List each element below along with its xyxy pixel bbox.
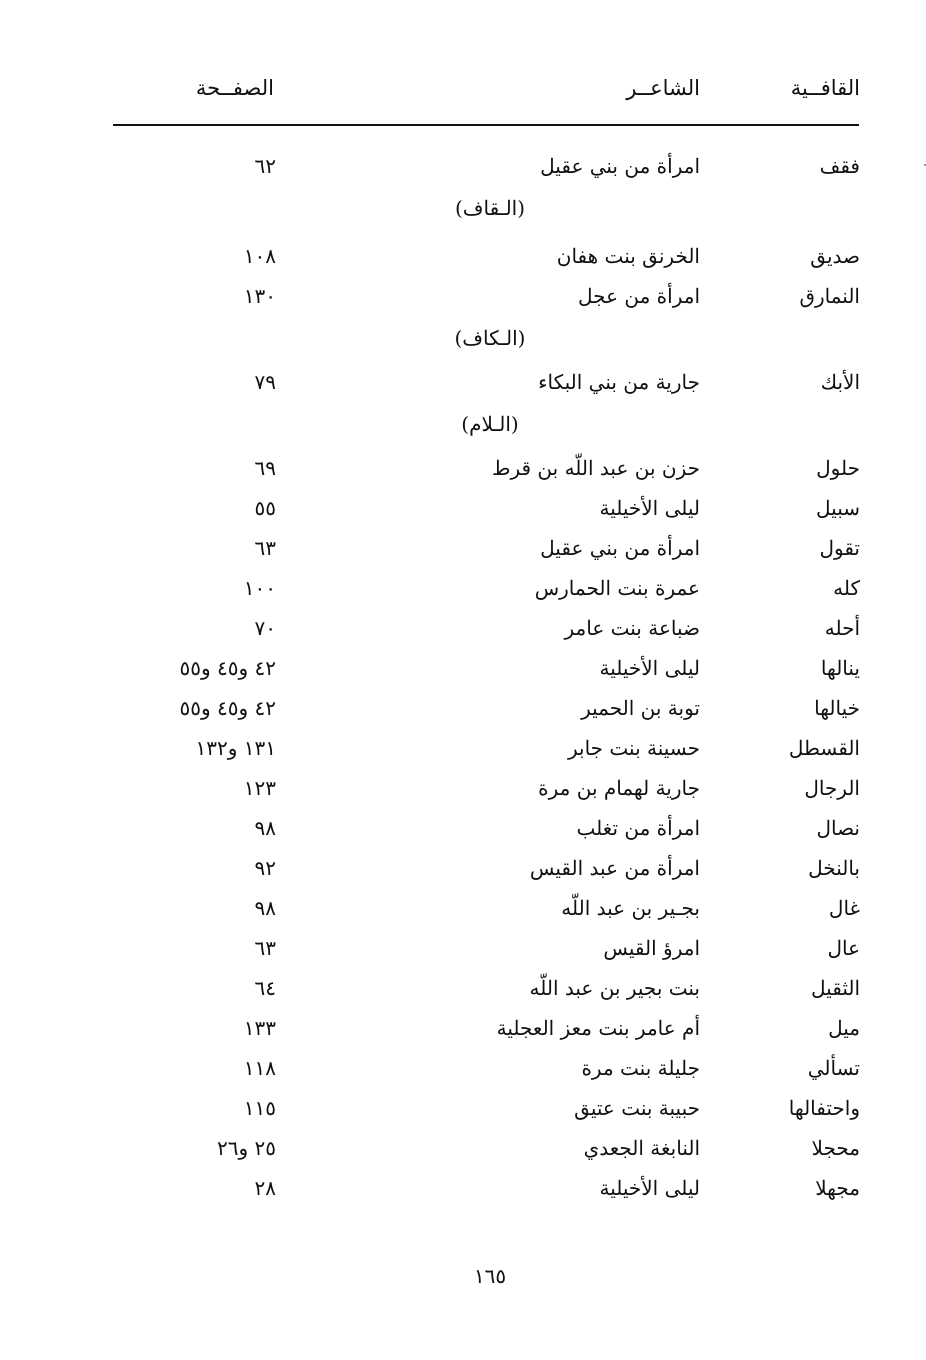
- page-cell: ٩٨: [254, 896, 276, 920]
- page-cell: ٧٠: [254, 616, 276, 640]
- rhyme-cell: النمارق: [799, 284, 860, 308]
- page-cell: ٦٩: [254, 456, 276, 480]
- index-table: [0, 150, 926, 1212]
- poet-cell: امرأة من عبد القيس: [529, 856, 700, 880]
- table-row: [0, 692, 926, 732]
- poet-cell: امرؤ القيس: [603, 936, 700, 960]
- header-page: الصفــحة: [195, 76, 274, 100]
- rhyme-cell: الأبك: [820, 370, 860, 394]
- table-row: [0, 1012, 926, 1052]
- page-cell: ٦٣: [254, 936, 276, 960]
- table-row: [0, 892, 926, 932]
- poet-cell: عمرة بنت الحمارس: [534, 576, 700, 600]
- table-row: [0, 280, 926, 320]
- page-cell: ١٣٠: [243, 284, 276, 308]
- rhyme-cell: فقف: [819, 154, 860, 178]
- table-row: [0, 150, 926, 190]
- table-row: [0, 852, 926, 892]
- table-row: [0, 772, 926, 812]
- rhyme-cell: تسألي: [807, 1056, 860, 1080]
- table-row: [0, 1092, 926, 1132]
- table-row: [0, 366, 926, 406]
- page-cell: ٩٨: [254, 816, 276, 840]
- table-row: [0, 652, 926, 692]
- page-cell: ٢٨: [254, 1176, 276, 1200]
- poet-cell: جارية من بني البكاء: [538, 370, 700, 394]
- rhyme-cell: القسطل: [788, 736, 860, 760]
- header-poet: الشاعــر: [626, 76, 700, 100]
- page-cell: ٢٥ و٢٦: [217, 1136, 276, 1160]
- page-cell: ٩٢: [254, 856, 276, 880]
- section-heading-row: [0, 406, 926, 452]
- poet-cell: امرأة من بني عقيل: [540, 536, 700, 560]
- rhyme-cell: ميل: [828, 1016, 860, 1040]
- rhyme-cell: سبيل: [816, 496, 860, 520]
- table-row: [0, 972, 926, 1012]
- page-cell: ١١٨: [243, 1056, 276, 1080]
- table-row: [0, 812, 926, 852]
- page-cell: ٤٢ و٤٥ و٥٥: [179, 696, 276, 720]
- poet-cell: حزن بن عبد اللّه بن قرط: [491, 456, 700, 480]
- rhyme-cell: أحله: [824, 616, 860, 640]
- table-row: [0, 612, 926, 652]
- rhyme-cell: حلول: [816, 456, 860, 480]
- section-heading-row: [0, 320, 926, 366]
- poet-cell: جارية لهمام بن مرة: [538, 776, 700, 800]
- rhyme-cell: محجلا: [811, 1136, 860, 1160]
- section-heading-row: [0, 190, 926, 240]
- table-row: [0, 1132, 926, 1172]
- rhyme-cell: نصال: [816, 816, 860, 840]
- section-heading: (الـلام): [461, 412, 519, 436]
- rhyme-cell: تقول: [819, 536, 860, 560]
- section-heading: (الـقاف): [454, 196, 526, 220]
- poet-cell: حسينة بنت جابر: [567, 736, 700, 760]
- section-heading: (الـكاف): [454, 326, 526, 350]
- page-cell: ١١٥: [243, 1096, 276, 1120]
- poet-cell: بجـير بن عبد اللّه: [561, 896, 700, 920]
- page-cell: ١٣٣: [243, 1016, 276, 1040]
- page-cell: ١٠٠: [243, 576, 276, 600]
- rhyme-cell: مجهلا: [815, 1176, 860, 1200]
- page-cell: ٥٥: [254, 496, 276, 520]
- page-cell: ١٢٣: [243, 776, 276, 800]
- rhyme-cell: واحتفالها: [788, 1096, 860, 1120]
- header-rule: [113, 124, 859, 126]
- poet-cell: الخرنق بنت هفان: [556, 244, 700, 268]
- poet-cell: امرأة من عجل: [578, 284, 700, 308]
- table-row: [0, 732, 926, 772]
- table-row: [0, 240, 926, 280]
- poet-cell: توبة بن الحمير: [581, 696, 700, 720]
- poet-cell: امرأة من بني عقيل: [540, 154, 700, 178]
- poet-cell: جليلة بنت مرة: [581, 1056, 700, 1080]
- page-cell: ١٣١ و١٣٢: [195, 736, 276, 760]
- table-row: [0, 532, 926, 572]
- rhyme-cell: خيالها: [814, 696, 860, 720]
- table-row: [0, 572, 926, 612]
- table-row: [0, 932, 926, 972]
- poet-cell: بنت بجير بن عبد اللّه: [529, 976, 700, 1000]
- rhyme-cell: كله: [833, 576, 860, 600]
- header-qafiya: القافــية: [790, 76, 860, 100]
- table-row: [0, 452, 926, 492]
- rhyme-cell: ينالها: [820, 656, 860, 680]
- rhyme-cell: بالنخل: [808, 856, 860, 880]
- poet-cell: أم عامر بنت معز العجلية: [496, 1016, 700, 1040]
- poet-cell: ليلى الأخيلية: [599, 1176, 700, 1200]
- poet-cell: حبيبة بنت عتيق: [574, 1096, 700, 1120]
- poet-cell: ليلى الأخيلية: [599, 496, 700, 520]
- rhyme-cell: صديق: [810, 244, 860, 268]
- page-number: ١٦٥: [473, 1264, 507, 1288]
- rhyme-cell: غال: [828, 896, 860, 920]
- poet-cell: ضباعة بنت عامر: [564, 616, 700, 640]
- rhyme-cell: الثقيل: [811, 976, 860, 1000]
- table-row: [0, 1172, 926, 1212]
- page-cell: ٦٢: [254, 154, 276, 178]
- poet-cell: النابغة الجعدي: [583, 1136, 700, 1160]
- table-row: [0, 1052, 926, 1092]
- table-row: [0, 492, 926, 532]
- poet-cell: ليلى الأخيلية: [599, 656, 700, 680]
- page-cell: ٦٣: [254, 536, 276, 560]
- page-cell: ١٠٨: [243, 244, 276, 268]
- rhyme-cell: عال: [827, 936, 860, 960]
- page-cell: ٦٤: [254, 976, 276, 1000]
- page-cell: ٧٩: [254, 370, 276, 394]
- page-cell: ٤٢ و٤٥ و٥٥: [179, 656, 276, 680]
- poet-cell: امرأة من تغلب: [576, 816, 700, 840]
- rhyme-cell: الرجال: [804, 776, 860, 800]
